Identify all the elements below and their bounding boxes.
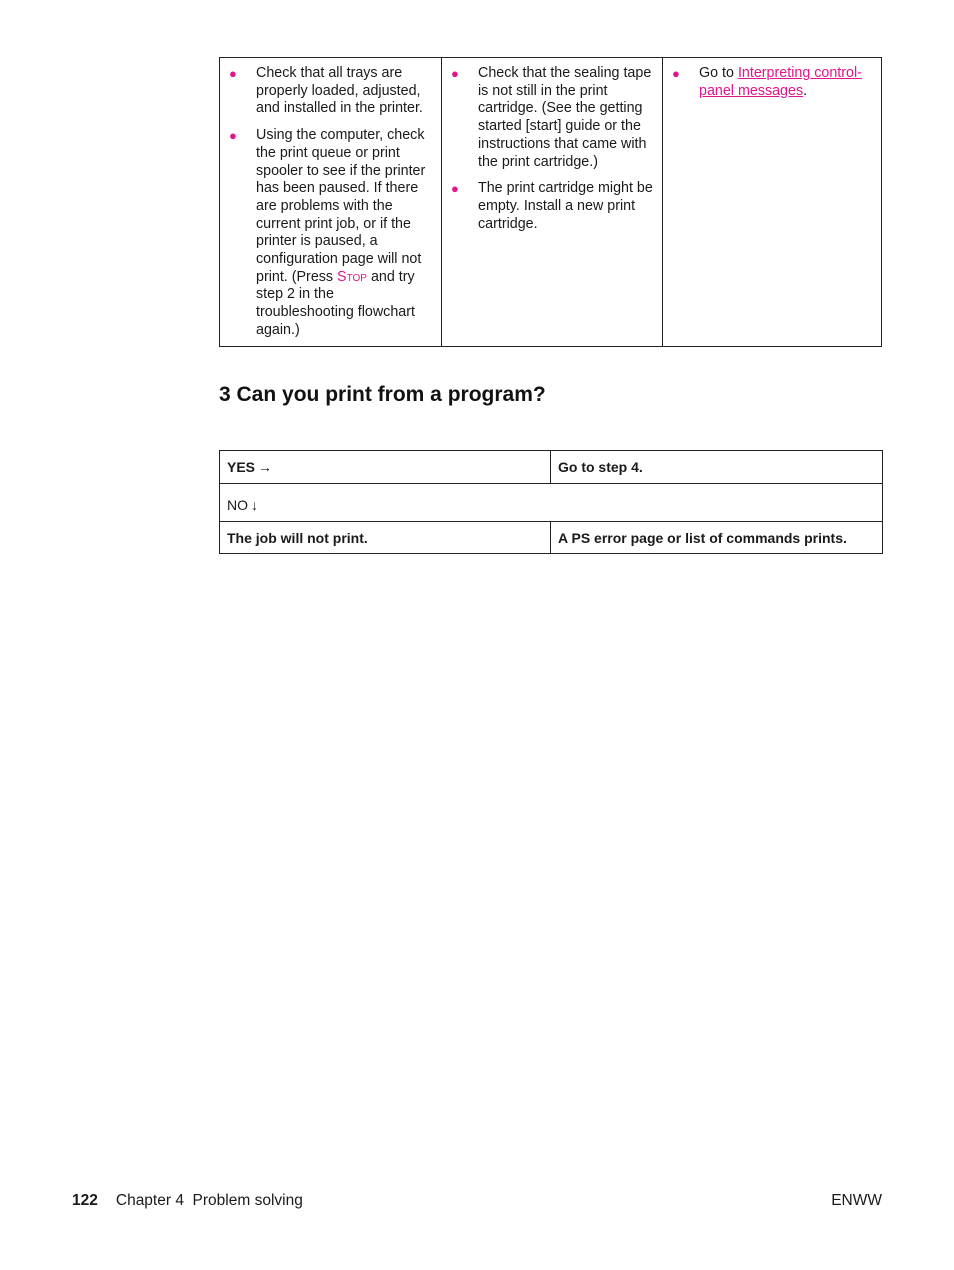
bullet-list <box>226 65 433 340</box>
section-heading: 3 Can you print from a program? <box>219 383 546 406</box>
outcome-row <box>220 522 883 554</box>
edition-label: ENWW <box>831 1192 882 1209</box>
table-column-1 <box>220 58 441 346</box>
no-cell <box>220 484 883 522</box>
bullet-icon: ● <box>229 66 237 81</box>
no-label: NO <box>227 496 248 513</box>
item-text: Check that the sealing tape is not still in the print cartridge. (See the getting started [start] guide or the instructions that came with the print cartridge.) <box>478 65 652 170</box>
no-row <box>220 484 883 522</box>
yes-row <box>220 451 883 484</box>
stop-key-label: Stop <box>337 268 367 285</box>
item-text: The print cartridge might be empty. Install a new print cartridge. <box>478 180 653 232</box>
chapter-title: Chapter 4 Problem solving <box>115 1192 303 1209</box>
bullet-icon: ● <box>229 128 237 144</box>
list-item <box>448 180 654 233</box>
outcome-left: The job will not print. <box>220 522 551 554</box>
item-text-after: . <box>803 82 808 99</box>
list-item <box>448 65 654 171</box>
list-item <box>226 127 433 339</box>
table-column-2 <box>441 58 662 346</box>
yes-cell <box>220 451 551 484</box>
bullet-icon: ● <box>451 181 459 197</box>
list-item <box>669 65 873 100</box>
yes-label: YES <box>227 459 256 475</box>
list-item <box>226 65 433 118</box>
arrow-right-icon: → <box>258 459 273 475</box>
footer-left <box>72 1192 303 1210</box>
item-text-before: Using the computer, check the print queue or print spooler to see if the printer has been paused. If there are problems with the current print job, or if the printer is paused, a configuration page will not print. (Press <box>256 127 426 285</box>
bullet-list <box>448 65 654 233</box>
page-footer <box>72 1192 882 1210</box>
page-number: 122 <box>72 1192 98 1209</box>
item-text-after: and try step 2 in the troubleshooting flowchart again.) <box>256 268 415 338</box>
outcome-right: A PS error page or list of commands prints. <box>551 522 883 554</box>
troubleshooting-table <box>219 57 882 347</box>
yes-action: Go to step 4. <box>551 451 883 484</box>
bullet-icon: ● <box>451 66 459 81</box>
control-panel-messages-link[interactable]: Interpreting control-panel messages <box>699 65 862 99</box>
item-text: Check that all trays are properly loaded, adjusted, and installed in the printer. <box>256 65 423 117</box>
bullet-icon: ● <box>672 66 680 81</box>
flowchart-table <box>219 450 883 554</box>
bullet-list <box>669 65 873 100</box>
item-text-before: Go to <box>699 65 738 81</box>
arrow-down-icon: ↓ <box>251 496 258 513</box>
table-column-3 <box>662 58 881 346</box>
